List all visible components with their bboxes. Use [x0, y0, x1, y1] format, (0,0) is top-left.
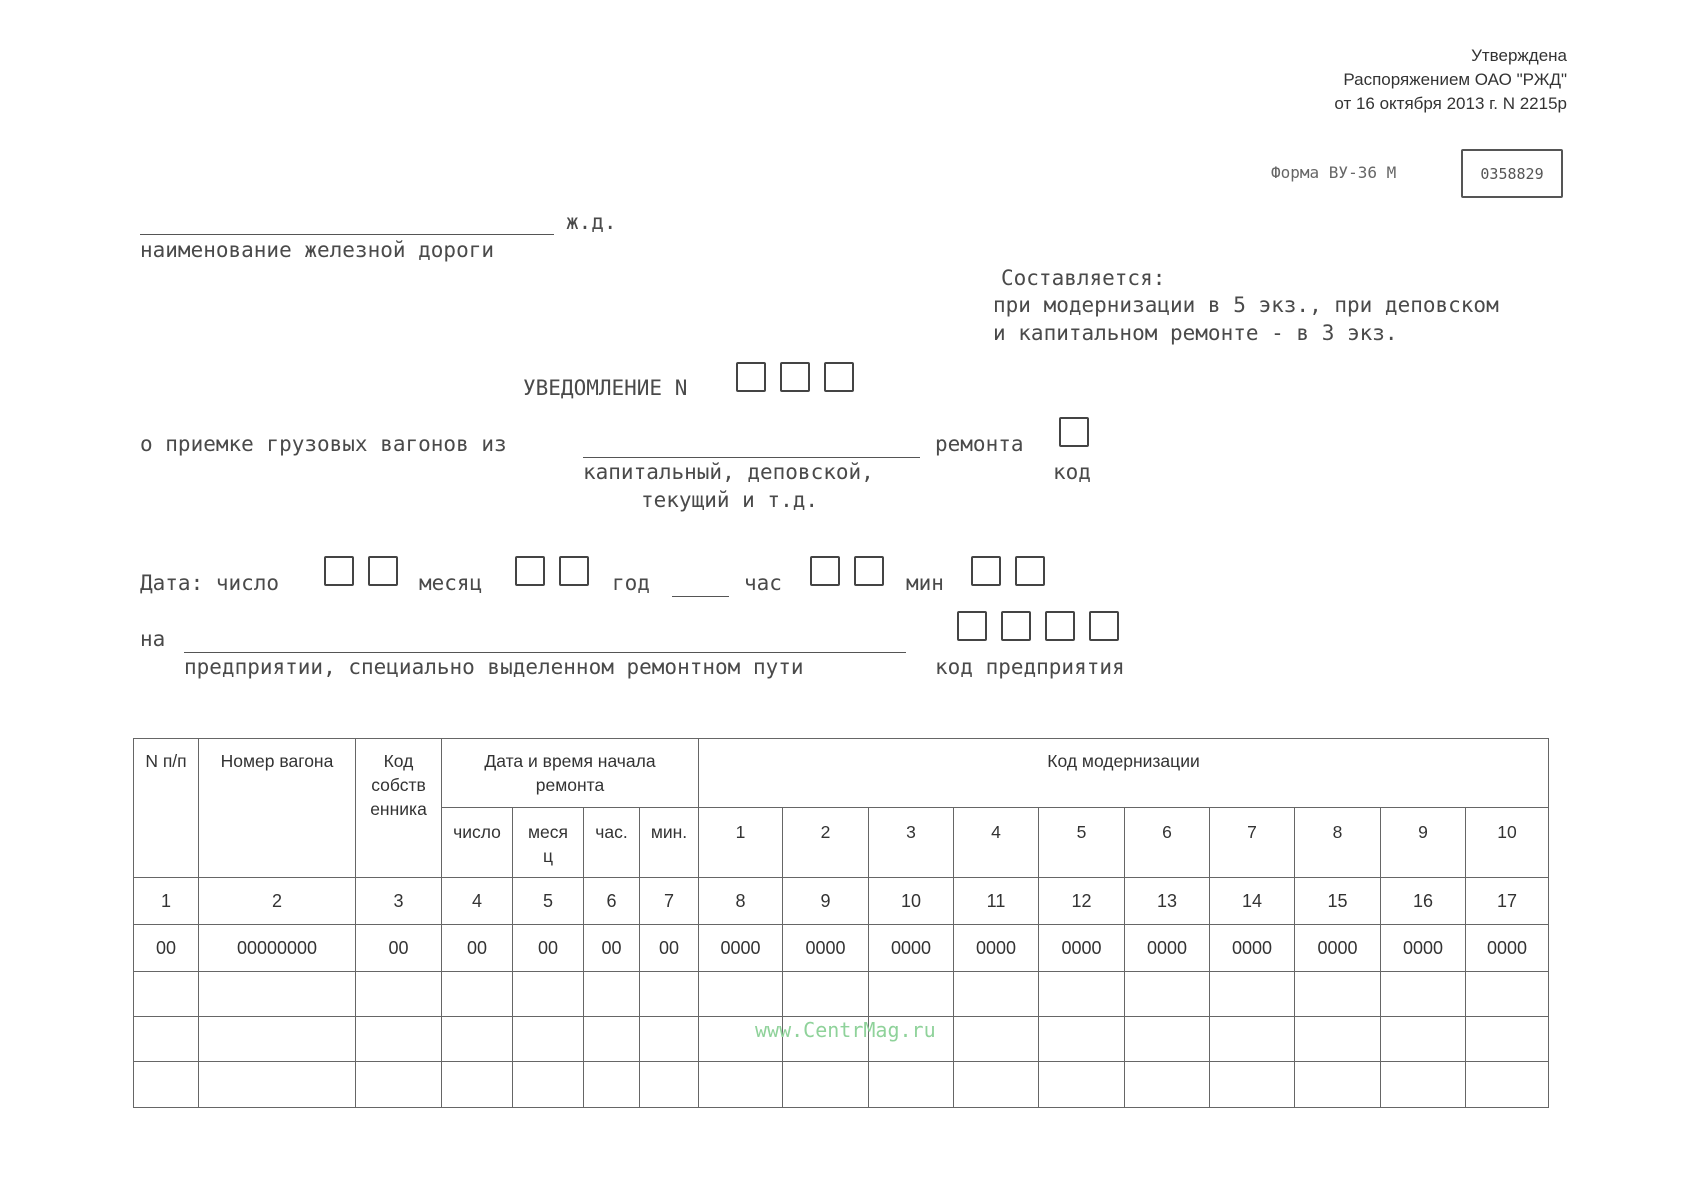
column-number-cell-5: 5 — [513, 878, 584, 925]
empty-cell-7[interactable] — [640, 1062, 699, 1108]
empty-cell-2[interactable] — [199, 972, 356, 1017]
header-owner-code-line-2: собств — [371, 775, 426, 795]
header-owner-code — [356, 739, 442, 878]
column-number-cell-17: 17 — [1466, 878, 1549, 925]
column-number-cell-10: 10 — [869, 878, 954, 925]
enterprise-code-box-4[interactable] — [1089, 611, 1119, 641]
header-mod-2-label: 2 — [820, 822, 831, 842]
month-label: месяц — [419, 571, 483, 595]
month-box-2[interactable] — [559, 556, 589, 586]
column-number-cell-6: 6 — [584, 878, 640, 925]
header-month-line-2: ц — [542, 846, 554, 866]
header-month-line-1: меся — [528, 822, 568, 842]
header-row-1 — [134, 739, 1549, 808]
header-mod-9 — [1381, 808, 1466, 878]
table-row-empty — [134, 1062, 1549, 1108]
sample-cell-8: 0000 — [699, 925, 783, 972]
table-row — [134, 925, 1549, 972]
empty-cell-12[interactable] — [1039, 1062, 1125, 1108]
empty-cell-16[interactable] — [1381, 972, 1466, 1017]
month-box-1[interactable] — [515, 556, 545, 586]
empty-cell-6[interactable] — [584, 972, 640, 1017]
notice-number-box-2[interactable] — [780, 362, 810, 392]
header-mod-1-label: 1 — [735, 822, 746, 842]
header-num — [134, 739, 199, 878]
empty-cell-1[interactable] — [134, 1062, 199, 1108]
table-row-empty — [134, 972, 1549, 1017]
empty-cell-17[interactable] — [1466, 1017, 1549, 1062]
column-number-cell-4: 4 — [442, 878, 513, 925]
header-day-label: число — [453, 822, 501, 842]
empty-cell-12[interactable] — [1039, 972, 1125, 1017]
form-label: Форма ВУ-36 М — [1271, 163, 1397, 182]
empty-cell-14[interactable] — [1210, 1017, 1295, 1062]
header-modernization — [699, 739, 1549, 808]
empty-cell-5[interactable] — [513, 972, 584, 1017]
sample-cell-5: 00 — [513, 925, 584, 972]
empty-cell-2[interactable] — [199, 1062, 356, 1108]
empty-cell-8[interactable] — [699, 972, 783, 1017]
header-owner-code-line-1: Код — [383, 751, 414, 771]
empty-cell-4[interactable] — [442, 1017, 513, 1062]
sample-cell-3: 00 — [356, 925, 442, 972]
sample-cell-14: 0000 — [1210, 925, 1295, 972]
header-mod-10-label: 10 — [1497, 822, 1517, 842]
approval-line-2: Распоряжением ОАО "РЖД" — [1343, 70, 1567, 89]
hour-label: час — [744, 571, 782, 595]
empty-cell-15[interactable] — [1295, 972, 1381, 1017]
watermark: www.CentrMag.ru — [755, 1018, 936, 1042]
header-datetime-line-2: ремонта — [535, 775, 605, 795]
minute-box-2[interactable] — [1015, 556, 1045, 586]
railway-suffix: ж.д. — [566, 210, 617, 234]
notice-title: УВЕДОМЛЕНИЕ N — [523, 376, 688, 400]
compiled-line-1: при модернизации в 5 экз., при деповском — [993, 293, 1499, 317]
repair-word: ремонта — [935, 432, 1024, 456]
wagons-table — [133, 738, 1549, 1108]
sample-cell-9: 0000 — [783, 925, 869, 972]
empty-cell-7[interactable] — [640, 972, 699, 1017]
sample-cell-17: 0000 — [1466, 925, 1549, 972]
repair-type-line[interactable] — [583, 457, 920, 458]
empty-cell-7[interactable] — [640, 1017, 699, 1062]
sample-cell-2: 00000000 — [199, 925, 356, 972]
hour-box-2[interactable] — [854, 556, 884, 586]
year-label: год — [612, 571, 650, 595]
sample-cell-15: 0000 — [1295, 925, 1381, 972]
empty-cell-9[interactable] — [783, 1062, 869, 1108]
header-mod-2 — [783, 808, 869, 878]
enterprise-prefix: на — [140, 627, 166, 651]
column-number-cell-16: 16 — [1381, 878, 1466, 925]
empty-cell-10[interactable] — [869, 1062, 954, 1108]
header-num-label: N п/п — [145, 751, 187, 771]
compiled-title: Составляется: — [1001, 266, 1166, 290]
empty-cell-3[interactable] — [356, 972, 442, 1017]
column-number-cell-9: 9 — [783, 878, 869, 925]
sample-cell-7: 00 — [640, 925, 699, 972]
column-number-cell-12: 12 — [1039, 878, 1125, 925]
empty-cell-17[interactable] — [1466, 1062, 1549, 1108]
sample-cell-13: 0000 — [1125, 925, 1210, 972]
railway-caption: наименование железной дороги — [140, 238, 495, 262]
notice-number-box-1[interactable] — [736, 362, 766, 392]
form-number-box — [1461, 149, 1563, 198]
header-mod-7 — [1210, 808, 1295, 878]
header-mod-8 — [1295, 808, 1381, 878]
enterprise-name-line[interactable] — [184, 652, 906, 653]
enterprise-caption: предприятии, специально выделенном ремонтном пути — [184, 655, 804, 679]
approval-line-1: Утверждена — [1471, 46, 1567, 65]
header-mod-3 — [869, 808, 954, 878]
header-mod-4-label: 4 — [991, 822, 1001, 842]
sample-cell-11: 0000 — [954, 925, 1039, 972]
empty-cell-8[interactable] — [699, 1062, 783, 1108]
column-number-cell-13: 13 — [1125, 878, 1210, 925]
header-hour-label: час. — [595, 822, 628, 842]
empty-cell-15[interactable] — [1295, 1017, 1381, 1062]
header-mod-9-label: 9 — [1418, 822, 1428, 842]
empty-cell-12[interactable] — [1039, 1017, 1125, 1062]
empty-cell-13[interactable] — [1125, 1062, 1210, 1108]
empty-cell-2[interactable] — [199, 1017, 356, 1062]
minute-label: мин — [906, 571, 944, 595]
empty-cell-1[interactable] — [134, 972, 199, 1017]
column-number-cell-7: 7 — [640, 878, 699, 925]
repair-code-box[interactable] — [1059, 417, 1089, 447]
header-mod-8-label: 8 — [1332, 822, 1343, 842]
header-datetime — [442, 739, 699, 808]
sample-cell-1: 00 — [134, 925, 199, 972]
day-box-1[interactable] — [324, 556, 354, 586]
sample-cell-6: 00 — [584, 925, 640, 972]
header-mod-1 — [699, 808, 783, 878]
header-minute — [640, 808, 699, 878]
column-number-row — [134, 878, 1549, 925]
header-mod-3-label: 3 — [906, 822, 916, 842]
day-box-2[interactable] — [368, 556, 398, 586]
column-number-cell-14: 14 — [1210, 878, 1295, 925]
header-wagon-label: Номер вагона — [220, 751, 334, 771]
header-mod-7-label: 7 — [1247, 822, 1257, 842]
repair-code-caption: код — [1053, 460, 1091, 484]
header-mod-6-label: 6 — [1162, 822, 1172, 842]
empty-cell-9[interactable] — [783, 972, 869, 1017]
column-number-cell-2: 2 — [199, 878, 356, 925]
empty-cell-16[interactable] — [1381, 1062, 1466, 1108]
empty-cell-10[interactable] — [869, 972, 954, 1017]
column-number-cell-3: 3 — [356, 878, 442, 925]
column-number-cell-11: 11 — [954, 878, 1039, 925]
header-datetime-line-1: Дата и время начала — [484, 751, 656, 771]
minute-box-1[interactable] — [971, 556, 1001, 586]
empty-cell-6[interactable] — [584, 1062, 640, 1108]
empty-cell-15[interactable] — [1295, 1062, 1381, 1108]
empty-cell-11[interactable] — [954, 972, 1039, 1017]
header-minute-label: мин. — [650, 822, 688, 842]
empty-cell-11[interactable] — [954, 1017, 1039, 1062]
enterprise-code-box-1[interactable] — [957, 611, 987, 641]
enterprise-code-box-2[interactable] — [1001, 611, 1031, 641]
header-day — [442, 808, 513, 878]
header-mod-6 — [1125, 808, 1210, 878]
enterprise-code-box-3[interactable] — [1045, 611, 1075, 641]
empty-cell-3[interactable] — [356, 1062, 442, 1108]
empty-cell-4[interactable] — [442, 1062, 513, 1108]
header-mod-5 — [1039, 808, 1125, 878]
empty-cell-14[interactable] — [1210, 1062, 1295, 1108]
empty-cell-5[interactable] — [513, 1062, 584, 1108]
date-label: Дата: число — [140, 571, 280, 595]
empty-cell-11[interactable] — [954, 1062, 1039, 1108]
column-number-cell-15: 15 — [1295, 878, 1381, 925]
sample-cell-10: 0000 — [869, 925, 954, 972]
header-owner-code-line-3: енника — [370, 799, 427, 819]
enterprise-code-caption: код предприятия — [935, 655, 1125, 679]
empty-cell-6[interactable] — [584, 1017, 640, 1062]
empty-cell-16[interactable] — [1381, 1017, 1466, 1062]
acceptance-prefix: о приемке грузовых вагонов из — [140, 432, 507, 456]
repair-caption-line-1: капитальный, деповской, — [583, 460, 874, 484]
empty-cell-14[interactable] — [1210, 972, 1295, 1017]
compiled-line-2: и капитальном ремонте - в 3 экз. — [993, 321, 1398, 345]
notice-number-box-3[interactable] — [824, 362, 854, 392]
header-wagon — [199, 739, 356, 878]
header-hour — [584, 808, 640, 878]
sample-cell-16: 0000 — [1381, 925, 1466, 972]
hour-box-1[interactable] — [810, 556, 840, 586]
header-mod-10 — [1466, 808, 1549, 878]
header-month — [513, 808, 584, 878]
empty-cell-13[interactable] — [1125, 1017, 1210, 1062]
column-number-cell-8: 8 — [699, 878, 783, 925]
year-line[interactable] — [672, 596, 729, 597]
empty-cell-13[interactable] — [1125, 972, 1210, 1017]
empty-cell-4[interactable] — [442, 972, 513, 1017]
repair-caption-line-2: текущий и т.д. — [641, 488, 819, 512]
header-mod-4 — [954, 808, 1039, 878]
header-mod-5-label: 5 — [1076, 822, 1087, 842]
approval-block — [1334, 44, 1567, 116]
header-modernization-label: Код модернизации — [1047, 751, 1200, 771]
sample-cell-12: 0000 — [1039, 925, 1125, 972]
railway-name-line[interactable] — [140, 234, 554, 235]
empty-cell-5[interactable] — [513, 1017, 584, 1062]
form-number: 0358829 — [1480, 164, 1544, 183]
empty-cell-1[interactable] — [134, 1017, 199, 1062]
empty-cell-3[interactable] — [356, 1017, 442, 1062]
column-number-cell-1: 1 — [134, 878, 199, 925]
sample-cell-4: 00 — [442, 925, 513, 972]
empty-cell-17[interactable] — [1466, 972, 1549, 1017]
approval-line-3: от 16 октября 2013 г. N 2215р — [1334, 94, 1567, 113]
